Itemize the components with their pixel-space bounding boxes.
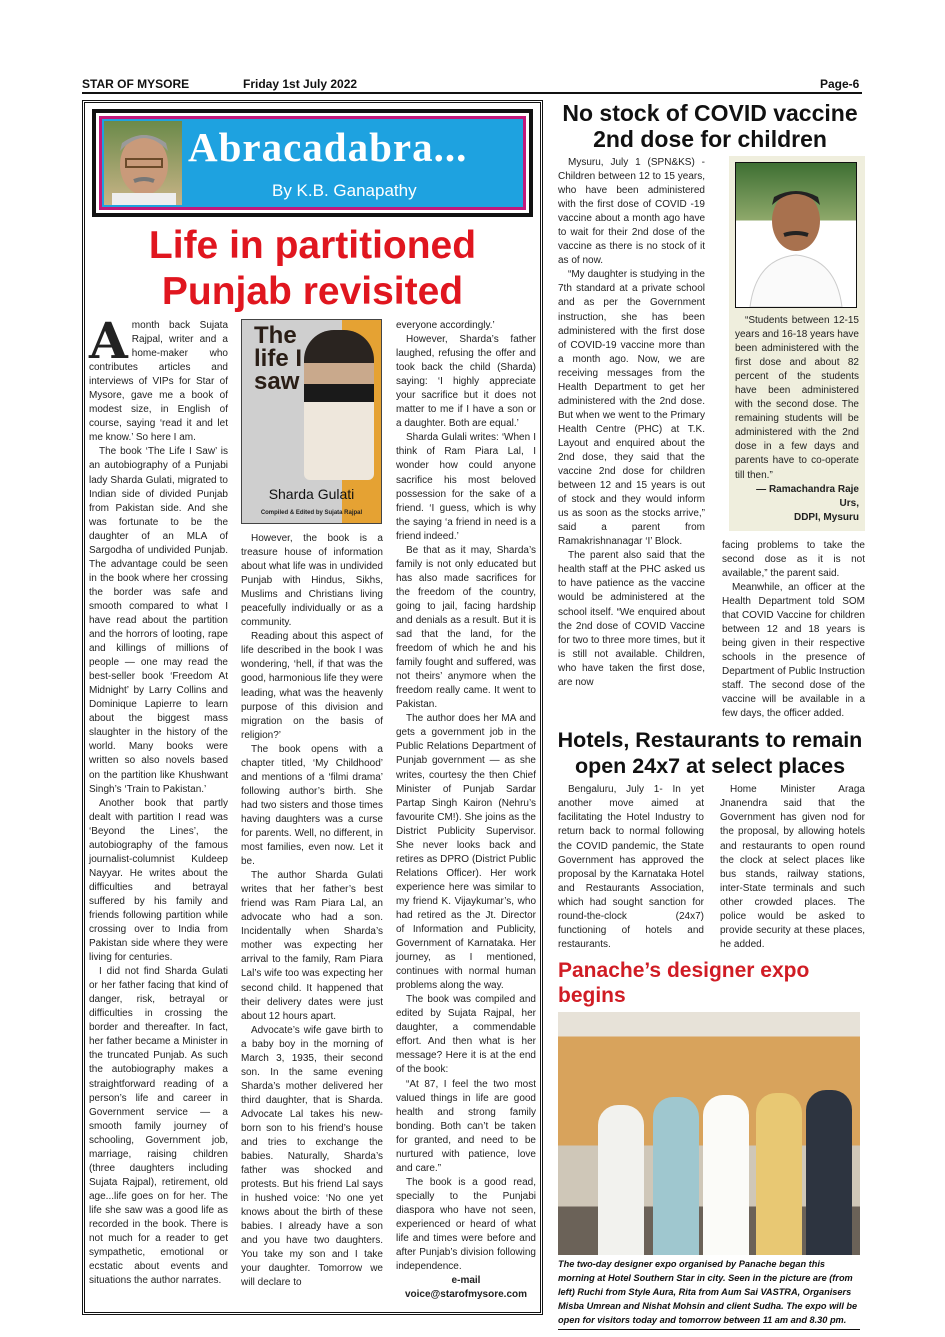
hotels-column-2 xyxy=(720,783,865,952)
panache-headline: Panache’s designer expo begins xyxy=(558,958,810,1007)
quote-text: “Students between 12-15 years and 16-18 years have been administered with the first dose and about 82 percent of the students have been administered with the second dose. The remaining students will be administered with the 2nd dose in a few days and parents have to co-operate till then.” xyxy=(735,315,859,481)
book-credit: Compiled & Edited by Sujata Rajpal xyxy=(260,510,363,516)
article-column-2 xyxy=(241,319,383,1291)
paragraph: Bengaluru, July 1- In yet another move aimed at facilitating the Hotel Industry to return back to normal following the COVID pandemic, the State Government has approved the proposal by the Karnataka Hotel and Restaurants Association, which had sought sanction for round-the-clock (24x7) functioning of hotels and restaurants. xyxy=(558,784,704,950)
covid-headline: No stock of COVID vaccine 2nd dose for children xyxy=(562,100,858,152)
paragraph: “My daughter is studying in the 7th standard at a private school and as per the Government instruction, she has been administered with the first dose of COVID-19 vaccine more than a month ago. Now, we are receiving messages from the Health Department to get her administered with the 2nd dose. But when we went to the Primary Health Centre (PHC) at T.K. Layout and enquired about the 2nd dose, they said that the vaccine 2nd dose for children between 12 and 15 years is out of stock and they would inform us as soon as the stocks arrive,” said a parent from Ramakrishnanagar ‘I’ Block. xyxy=(558,269,705,548)
paragraph: Home Minister Araga Jnanendra said that the Government has given nod for the proposal, by allowing hotels and restaurants to open round the clock at select places like bus stands, railway stations, inter-State terminals and such other crowded places. The police would be asked to provide security at these places, he added. xyxy=(720,784,865,950)
article-headline: Life in partitioned Punjab revisited xyxy=(148,224,477,313)
article-box xyxy=(82,100,543,1315)
covid-column-1 xyxy=(558,156,705,690)
photo-caption: The two-day designer expo organised by Panache began this morning at Hotel Southern Star in city. Seen in the picture are (from left) Ruchi from Style Aura, Rita from Aum Sai VASTRA, Organisers Misba Umrean and Nishat Mohsin and client Sudha. The expo will be open for visitors today and tomorrow between 11 am and 8.30 pm. xyxy=(558,1257,860,1330)
paragraph: “At 87, I feel the two most valued things in life are good health and strong family bonding. Both can’t be taken for granted, and need to be nurtured with patience, love and care.” xyxy=(396,1078,536,1174)
page-number: Page-6 xyxy=(820,77,860,91)
column-byline: By K.B. Ganapathy xyxy=(272,181,417,200)
paragraph: However, Sharda’s father laughed, refusing the offer and took back the child (Sharda) saying: ‘I highly appreciate your sacrifice but it does not matter to me if I have a son or a daughter. Both are equal.’ xyxy=(396,334,536,430)
article-columns xyxy=(89,311,536,1302)
paragraph: Another book that partly dealt with partition I read was ‘Beyond the Lines’, the autobiography of the famous journalist-columnist Kuldeep Nayyar. He writes about the difficulties and betrayal suffered by his family and friends following partition while crossing over to India from Pakistan side where they were living for centuries. xyxy=(89,797,228,964)
email-link[interactable]: voice@starofmysore.com xyxy=(404,1289,528,1301)
book-author: Sharda Gulati xyxy=(268,486,355,502)
paragraph: The author does her MA and gets a government job in the Public Relations Department of Punjab government — as she writes, courtesy the then Chief Minister of Punjab Sardar Partap Singh Kairon (Nehru’s favourite CM!). She joins as the District Publicity Supervisor. She never looks back and retires as DPRO (District Public Relations Officer). Her work experience here was similar to my friend K. Vijaykumar’s, who had retired as the Jt. Director of Information and Publicity, Government of Karnataka. Her journey, as I mentioned, continues with normal human problems along the way. xyxy=(396,713,536,992)
drop-cap: A xyxy=(89,311,128,370)
paragraph: Advocate’s wife gave birth to a baby boy in the morning of March 3, 1935, their second son. In the same evening Sharda’s mother delivered her third daughter, that is Sharda. Advocate Lal takes his new-born son to his friend’s house and tries to exchange the babies. Naturally, Sharda’s father was shocked and protests. But his friend Lal says in hushed voice: ‘No one yet knows about the birth of these babies. I already have a son and you have two daughters. You take my son and I take your daughter. Tomorrow we will declare to xyxy=(241,1024,383,1289)
newspaper-name: STAR OF MYSORE xyxy=(82,77,190,91)
paragraph: However, the book is a treasure house of information about what life was in undivided Punjab with Hindus, Sikhs, Muslims and Christians living peacefully individually or as a community. xyxy=(241,533,383,629)
column-title: Abracadabra... xyxy=(188,124,468,170)
book-cover-image xyxy=(241,319,382,524)
paragraph: Reading about this aspect of life described in the book I was wondering, ‘hell, if that was the good, harmonious life they were leading, what was the heavenly purpose of this division and migration on the basis of religion?’ xyxy=(241,631,383,741)
paragraph: The book opens with a chapter titled, ‘My Childhood’ and mentions of a ‘filmi drama’ following author’s birth. She had two sisters and those times having daughters was a curse for parents. Well, no different, in most families, even now. Let it be. xyxy=(241,743,383,868)
paragraph: Mysuru, July 1 (SPN&KS) - Children between 12 to 15 years, who have been administered with the first dose of COVID -19 vaccine about a month ago have to wait for their 2nd dose of the vaccine as there is no stock of it as of now. xyxy=(558,157,705,267)
paragraph: The book was compiled and edited by Sujata Rajpal, her daughter, a commendable effort. And then what is her message? Here it is at the end of the book: xyxy=(396,994,536,1076)
email-label: e-mail xyxy=(451,1275,481,1287)
right-section xyxy=(555,100,865,1330)
paragraph: The book ‘The Life I Saw’ is an autobiography of a Punjabi lady Sharda Gulati, migrated to Indian side of divided Punjab from Pakistan side. And she was fortunate to be the daughter of an MLA of Sargodha of undivided Punjab. The advantage could be seen in the book where her crossing the border was safe and smooth compared to what I have read about the partition and the horrors of looting, rape and killings of millions of people — one may read the best-seller book ‘Freedom At Midnight’ by Larry Collins and Dominique Lapierre to learn about the biggest mass slaughter in the history of the world. Many books were written so also novels based on the partition like Khushwant Singh’s ‘Train to Pakistan.’ xyxy=(89,446,228,795)
official-photo xyxy=(735,162,857,308)
hotels-column-1 xyxy=(558,783,704,952)
paragraph: Be that as it may, Sharda’s family is not only educated but has also made sacrifices for the freedom of the country, going to jail, facing hardship and denials as a result. But it is sad that the land, for the freedom of which he and his family fought and suffered, was not theirs’ anymore when the freedom really came. It went to Pakistan. xyxy=(396,544,536,711)
header-rule xyxy=(82,92,862,94)
issue-date: Friday 1st July 2022 xyxy=(243,77,358,91)
quote-attribution: — Ramachandra Raje Urs, xyxy=(756,483,859,509)
quote-box xyxy=(729,156,865,531)
covid-column-2 xyxy=(722,539,865,722)
paragraph: everyone accordingly.’ xyxy=(396,320,495,331)
paragraph: The book is a good read, specially to the Punjabi diaspora who have not seen, experienced or heard of what life and times were before and after Punjab’s division following independence. xyxy=(396,1176,536,1273)
paragraph: Sharda Gulali writes: ‘When I think of Ram Piara Lal, I wonder how could anyone sacrifice his most beloved possession for the sake of a friend. ‘I guess, which is why the saying ‘a friend in need is a friend indeed.’ xyxy=(396,432,536,542)
paragraph: facing problems to take the second dose as it is not available,” the parent said. xyxy=(722,539,865,579)
paragraph: The parent also said that the health staff at the PHC asked us to have patience as the vaccine would be administered at the school itself. “We enquired about the 2nd dose of COVID Vaccine for two to three more times, but it is still not available. Children, who have taken the first dose, are now xyxy=(558,550,705,688)
columnist-photo xyxy=(104,121,182,205)
column-banner xyxy=(92,109,533,217)
paragraph: month back Sujata Rajpal, writer and a home-maker who contributes articles and interviews of VIPs for Star of Mysore, gave me a book of modest size, in English of course, saying ‘read it and let me know.’ So here I am. xyxy=(89,320,228,444)
paragraph: Meanwhile, an officer at the Health Department told SOM that COVID Vaccine for children between 12 and 18 years is being given in their respective schools in the presence of Department of Public Instruction staff. The second dose of the vaccine will be available in a few days, the officer added. xyxy=(722,581,865,720)
hotels-story xyxy=(555,783,865,952)
quote-role: DDPI, Mysuru xyxy=(793,511,859,523)
covid-story xyxy=(555,156,865,721)
paragraph: The author Sharda Gulati writes that her father’s best friend was Ram Piara Lal, an advocate who had a son. Incidentally when Sharda’s mother was expecting her arrival to the family, Ram Piara Lal’s wife too was expecting her second child. It happened that their delivery dates were just about 12 hours apart. xyxy=(241,870,383,1022)
book-title: The life I saw xyxy=(254,322,303,395)
article-column-1 xyxy=(89,311,228,1288)
covid-column-2-wrap xyxy=(722,156,865,721)
article-column-3 xyxy=(396,319,536,1302)
paragraph: I did not find Sharda Gulati or her father facing that kind of danger, risk, betrayal or difficulties in crossing the border and thereafter. In fact, her father became a Minister in the truncated Punjab. As such the autobiography makes a straightforward reading of a person’s life and career in Government service — a smooth family journey of schooling, Government job, marriage, raising children (three daughters including Sujata Rajpal), retirement, old age...life goes on for her. The life she saw was a good life as recorded in the book. There is not much for a reader to get sympathetic, emotional or ecstatic about events and situations the author narrates. xyxy=(89,966,228,1287)
expo-photo xyxy=(558,1012,860,1255)
hotels-headline: Hotels, Restaurants to remain open 24x7 at select places xyxy=(557,728,863,779)
